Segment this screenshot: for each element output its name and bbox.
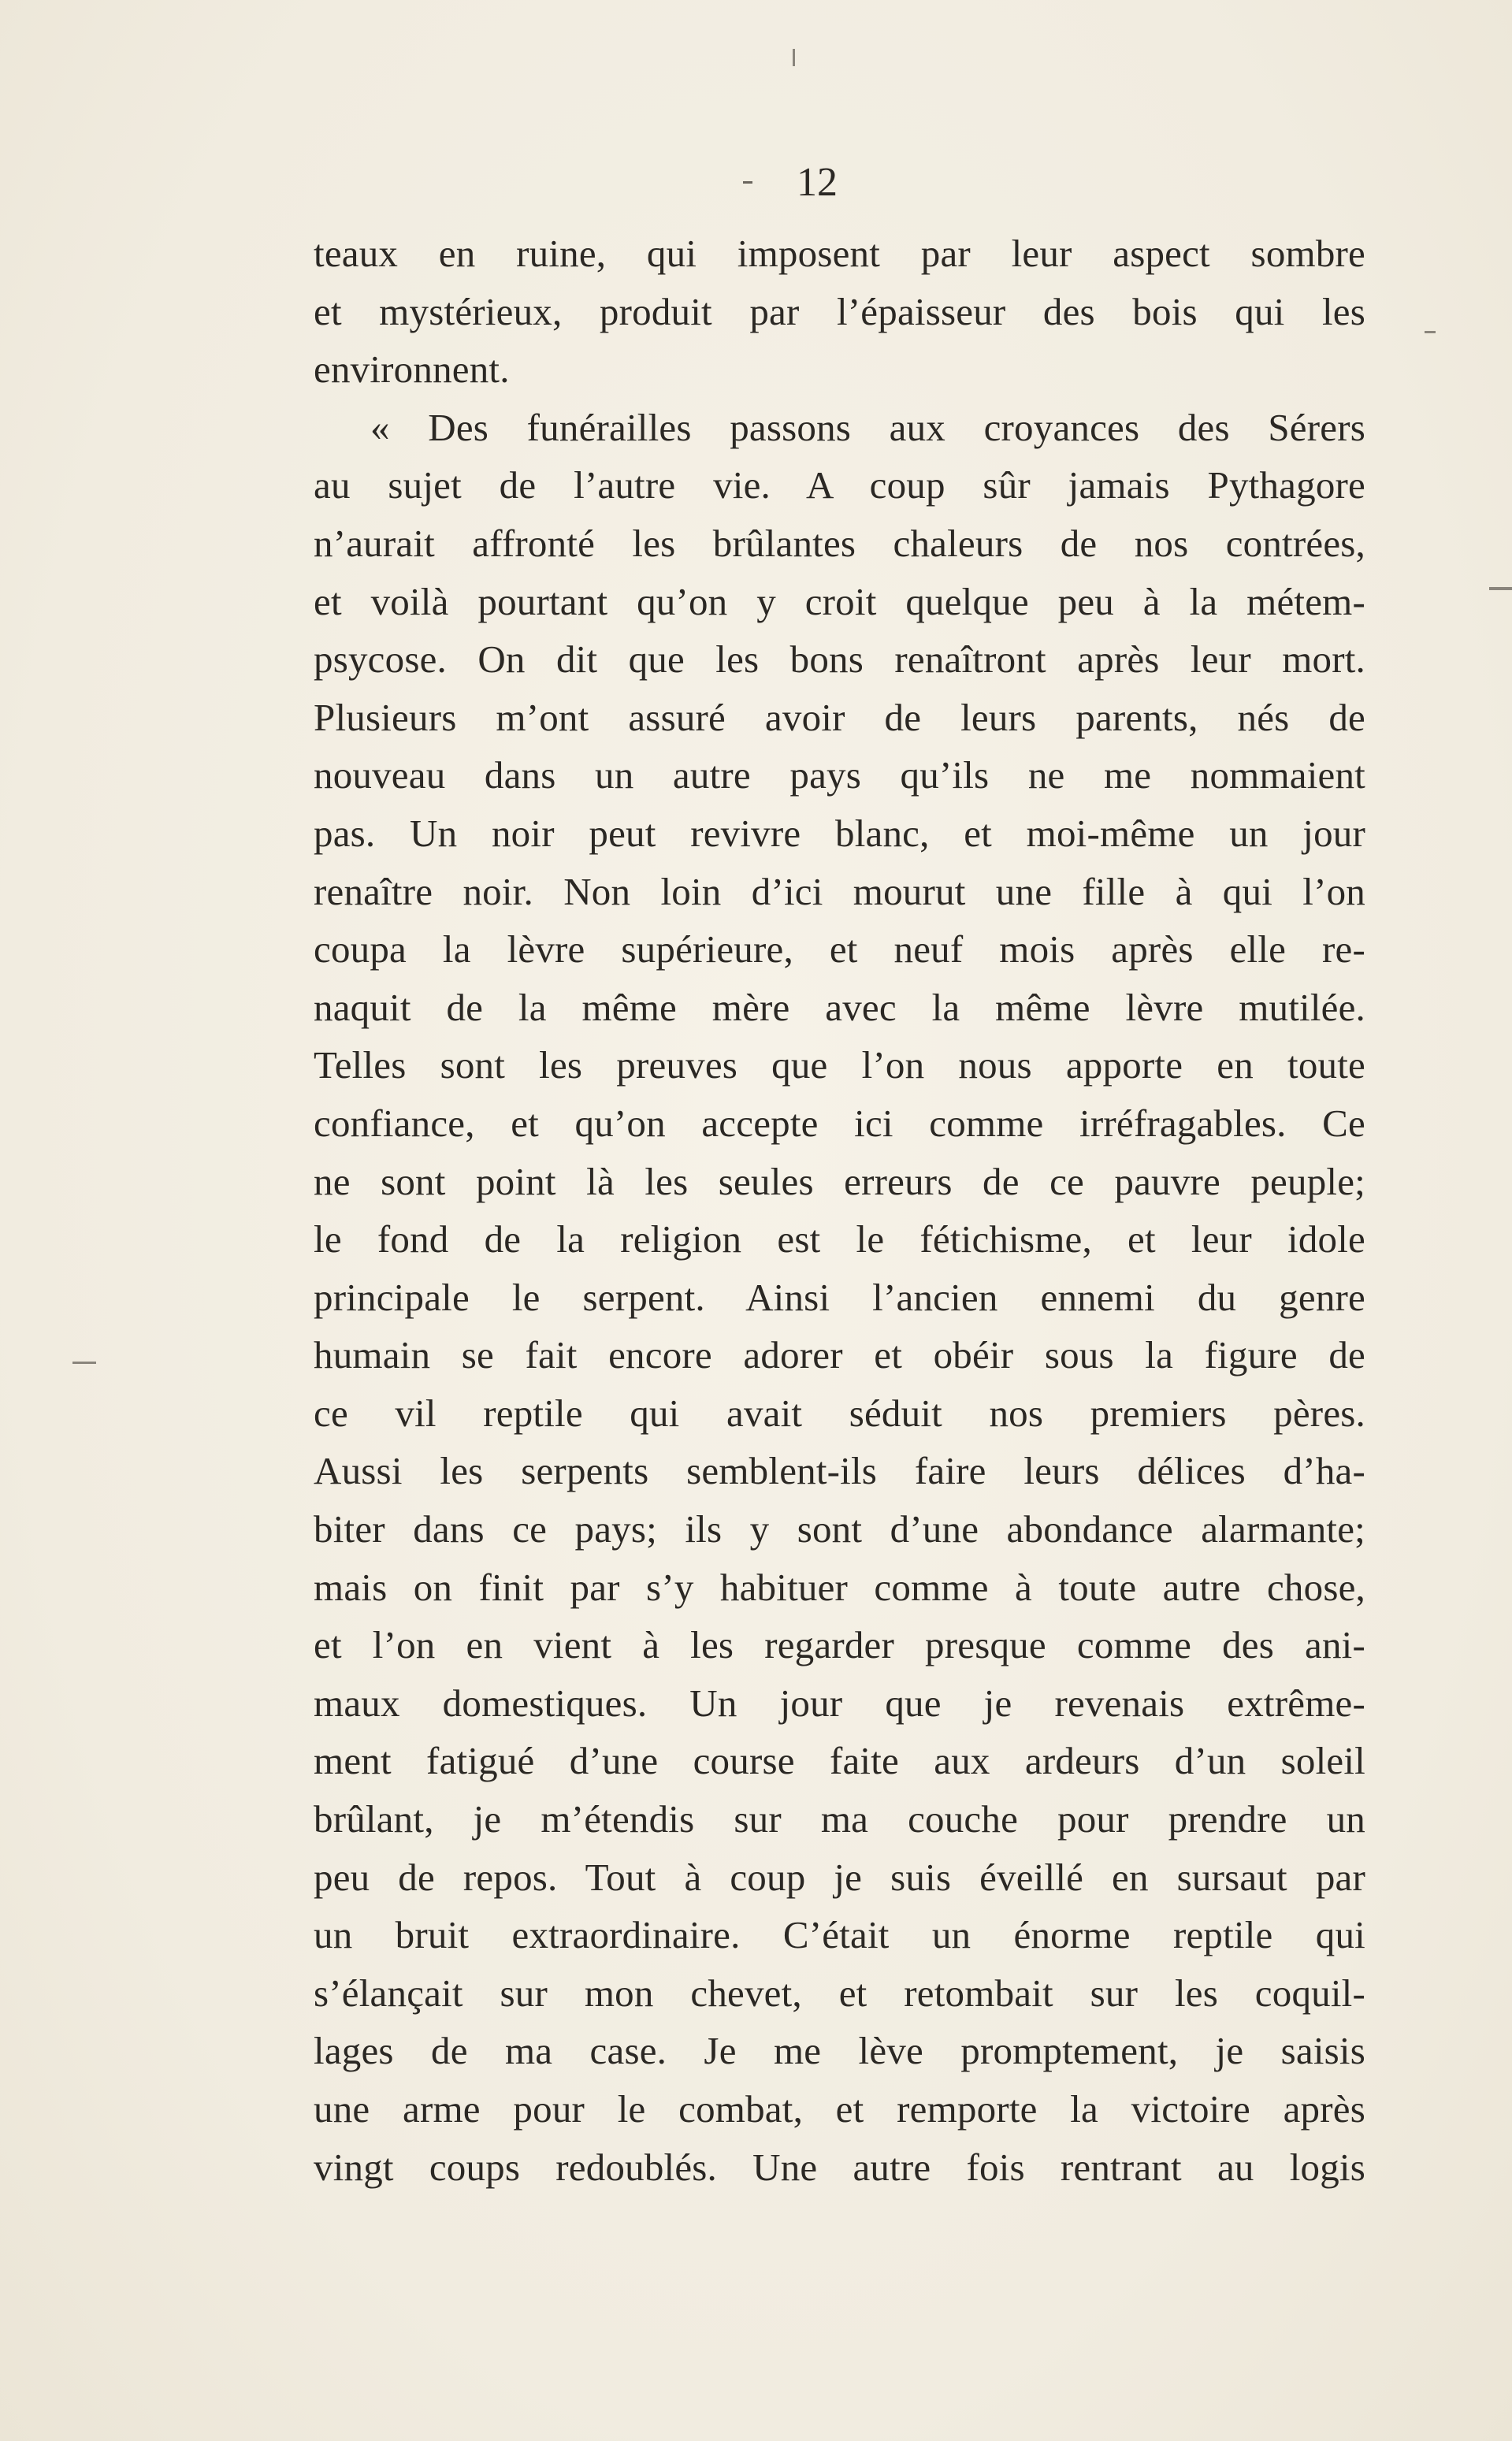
- text-line: principale le serpent. Ainsi l’ancien ennemi du genre: [314, 1275, 1365, 1319]
- text-line: maux domestiques. Un jour que je revenais extrême-: [314, 1681, 1365, 1725]
- text-line: au sujet de l’autre vie. A coup sûr jamais Pythagore: [314, 463, 1365, 507]
- page-number-dash: [743, 181, 752, 184]
- scan-mark-left: [72, 1362, 96, 1364]
- page-number: 12: [797, 160, 838, 205]
- scan-mark-top: [793, 49, 795, 66]
- scan-mark-right: [1489, 587, 1512, 590]
- text-line: renaître noir. Non loin d’ici mourut une fille à qui l’on: [314, 869, 1365, 913]
- text-line: nouveau dans un autre pays qu’ils ne me nommaient: [314, 753, 1365, 797]
- text-line: psycose. On dit que les bons renaîtront après leur mort.: [314, 637, 1365, 682]
- text-line: et l’on en vient à les regarder presque comme des ani-: [314, 1623, 1365, 1667]
- text-line: ne sont point là les seules erreurs de ce pauvre peuple;: [314, 1159, 1365, 1203]
- text-line: teaux en ruine, qui imposent par leur aspect sombre: [314, 232, 1365, 275]
- text-line: Telles sont les preuves que l’on nous apporte en toute: [314, 1043, 1365, 1087]
- text-line: confiance, et qu’on accepte ici comme irréfragables. Ce: [314, 1101, 1365, 1145]
- text-line: et voilà pourtant qu’on y croit quelque peu à la métem-: [314, 579, 1365, 623]
- text-line: ment fatigué d’une course faite aux ardeurs d’un soleil: [314, 1739, 1365, 1783]
- text-line: le fond de la religion est le fétichisme, et leur idole: [314, 1217, 1365, 1261]
- text-line: s’élançait sur mon chevet, et retombait sur les coquil-: [314, 1971, 1365, 2015]
- text-line: environnent.: [314, 347, 510, 392]
- text-line: brûlant, je m’étendis sur ma couche pour prendre un: [314, 1797, 1365, 1841]
- text-line: humain se fait encore adorer et obéir sous la figure de: [314, 1333, 1365, 1377]
- page-number-container: [0, 159, 1512, 206]
- text-line: ce vil reptile qui avait séduit nos premiers pères.: [314, 1391, 1365, 1435]
- text-line: vingt coups redoublés. Une autre fois rentrant au logis: [314, 2145, 1365, 2189]
- text-line: naquit de la même mère avec la même lèvre mutilée.: [314, 985, 1365, 1029]
- text-line: un bruit extraordinaire. C’était un énorme reptile qui: [314, 1913, 1365, 1957]
- body-text: [314, 225, 1365, 2196]
- text-line: n’aurait affronté les brûlantes chaleurs de nos contrées,: [314, 521, 1365, 565]
- text-line: « Des funérailles passons aux croyances des Sérers: [370, 405, 1365, 449]
- text-line: et mystérieux, produit par l’épaisseur des bois qui les: [314, 289, 1365, 333]
- text-line: une arme pour le combat, et remporte la victoire après: [314, 2087, 1365, 2131]
- text-line: coupa la lèvre supérieure, et neuf mois après elle re-: [314, 927, 1365, 972]
- text-line: pas. Un noir peut revivre blanc, et moi-même un jour: [314, 811, 1365, 855]
- text-line: biter dans ce pays; ils y sont d’une abondance alarmante;: [314, 1507, 1365, 1551]
- text-line: mais on finit par s’y habituer comme à toute autre chose,: [314, 1565, 1365, 1609]
- text-line: Aussi les serpents semblent-ils faire leurs délices d’ha-: [314, 1449, 1365, 1493]
- text-line: lages de ma case. Je me lève promptement, je saisis: [314, 2029, 1365, 2073]
- text-line: peu de repos. Tout à coup je suis éveillé en sursaut par: [314, 1855, 1365, 1899]
- text-line: Plusieurs m’ont assuré avoir de leurs parents, nés de: [314, 695, 1365, 739]
- scan-mark-edge: [1425, 331, 1436, 333]
